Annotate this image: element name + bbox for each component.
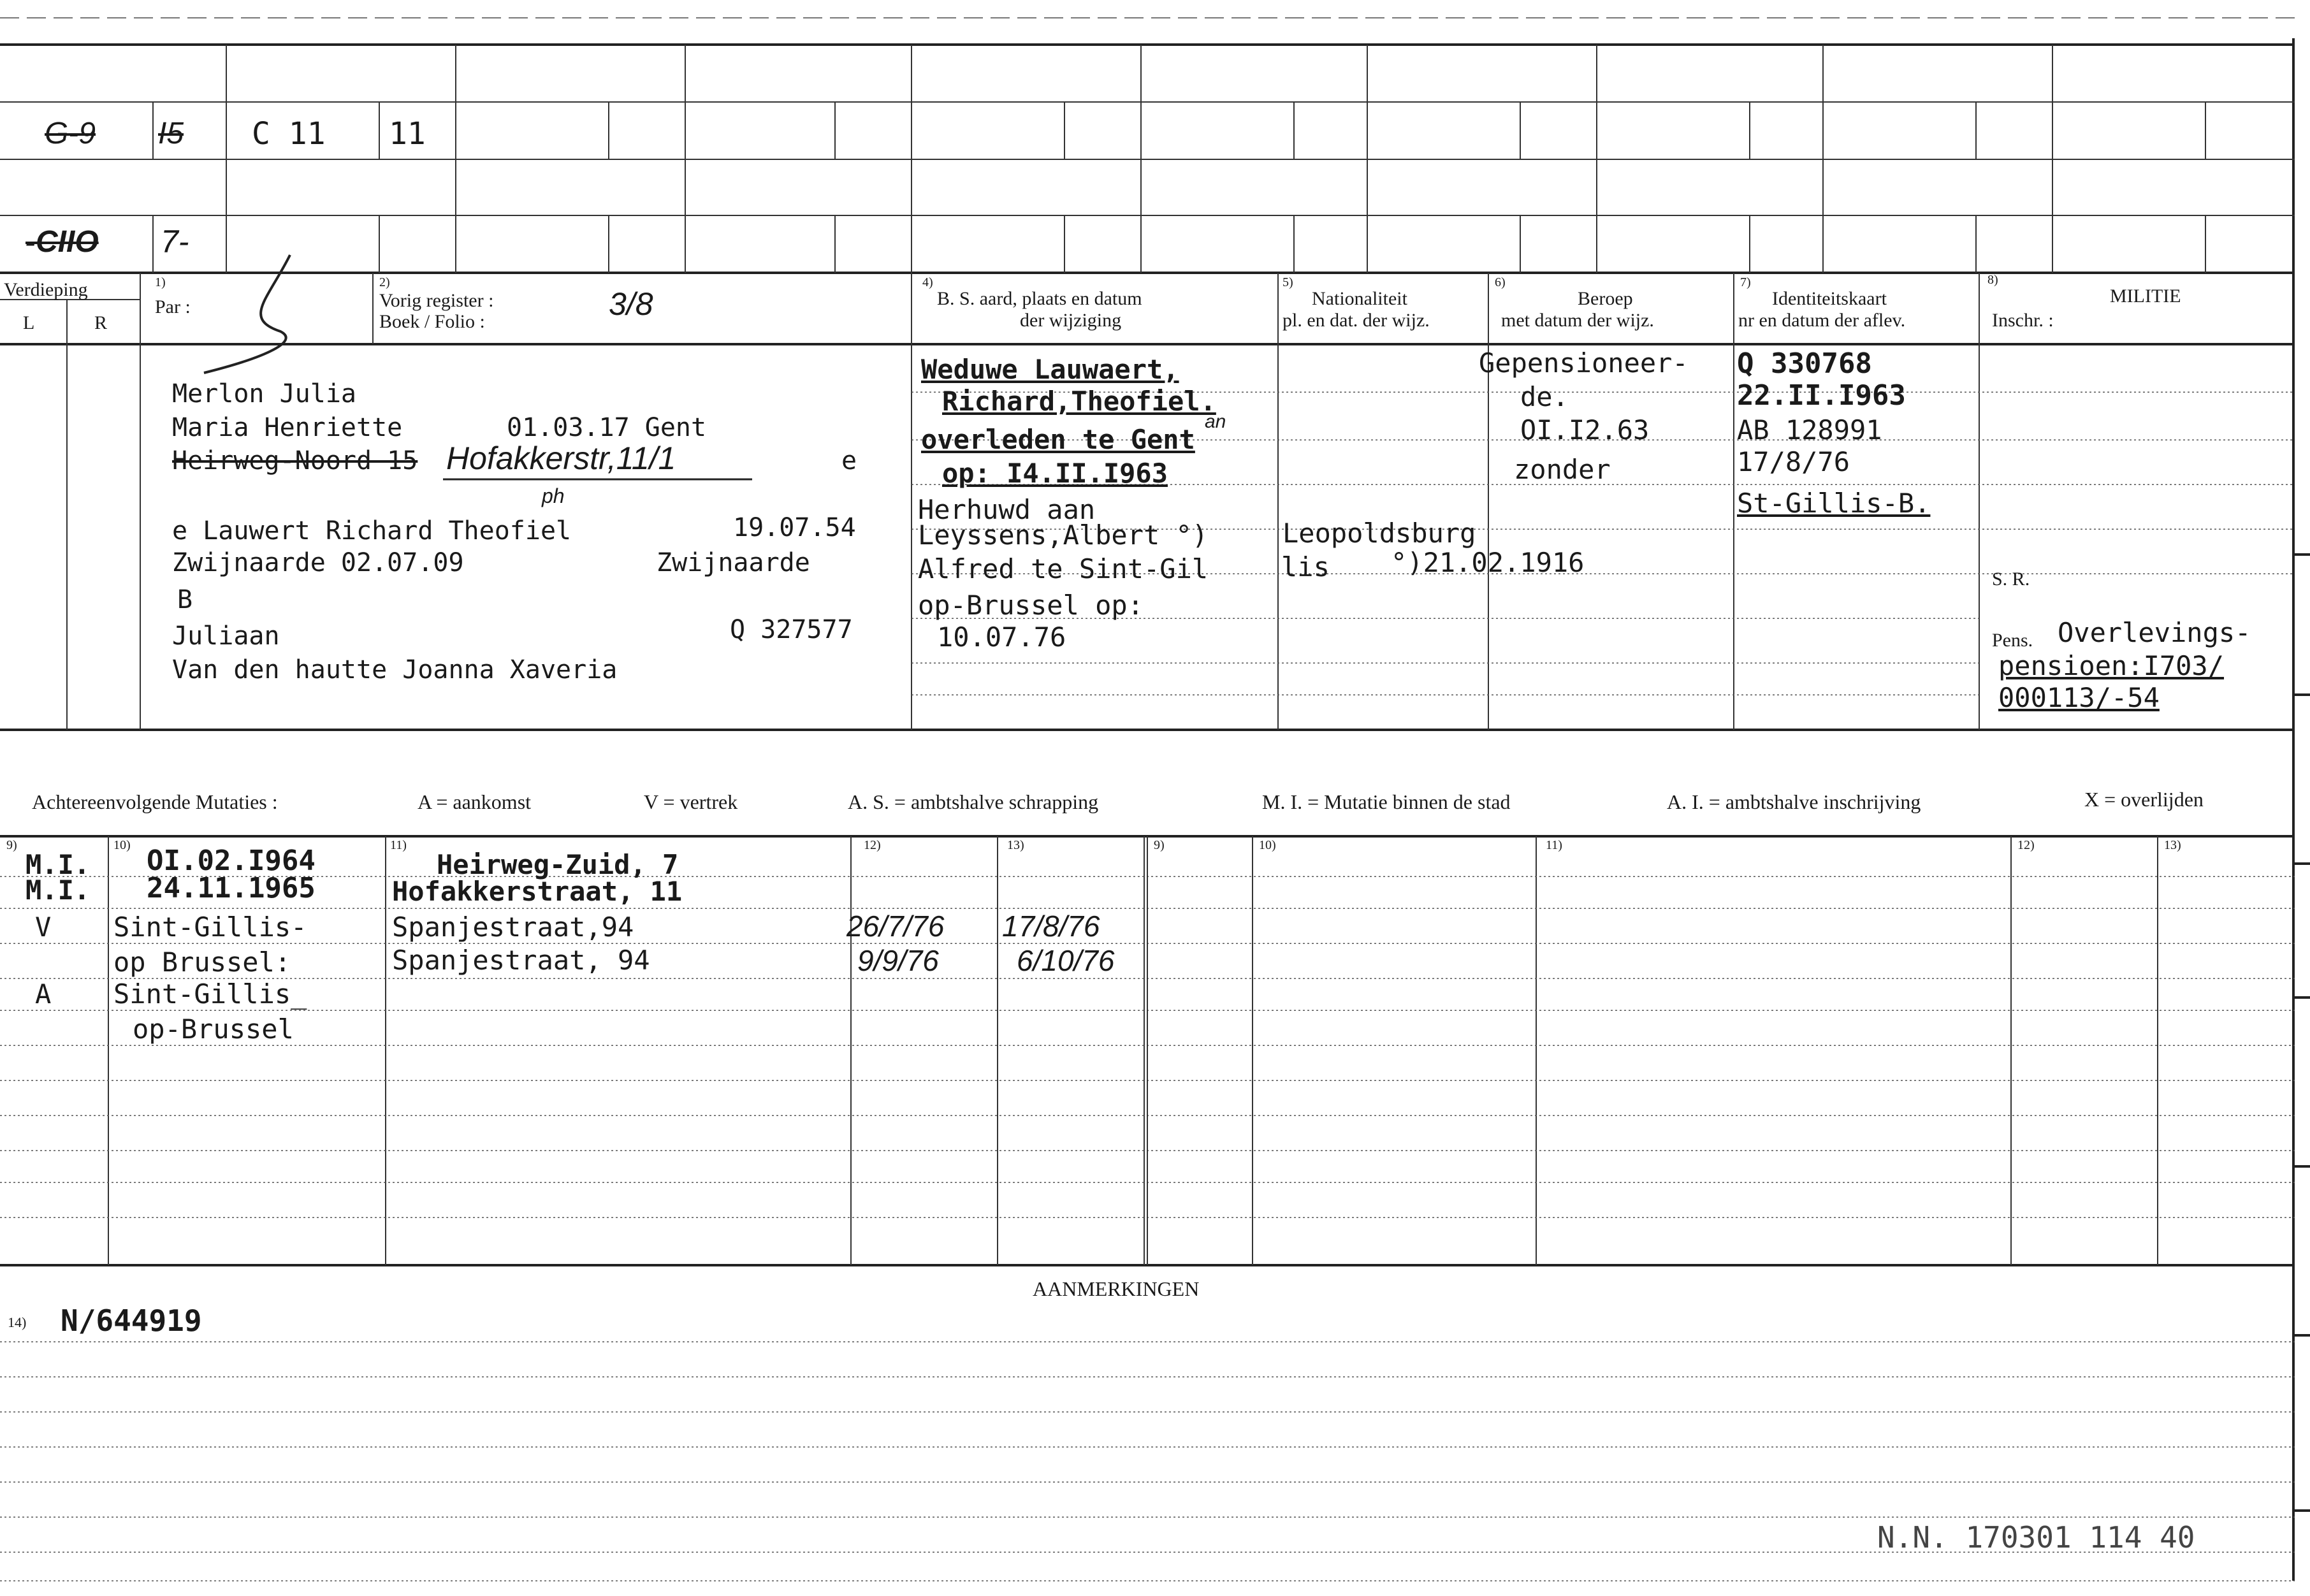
bs-line: Weduwe Lauwaert, [921,354,1179,385]
nationaliteit-header: Nationaliteit [1312,288,1407,309]
pension-line: pensioen:I703/ [1998,650,2225,681]
mutatie-type: A [35,978,52,1010]
beroep-header: Beroep [1578,288,1633,309]
sr-label: S. R. [1992,569,2030,590]
person-name-line1: Merlon Julia [172,379,356,409]
beroep-header-sub: met datum der wijz. [1501,310,1654,331]
mutatie-type: V [35,911,52,943]
field-number: 6) [1495,275,1506,289]
aanmerkingen-value: N/644919 [61,1303,202,1338]
field-number: 8) [1987,273,1998,287]
aanmerkingen-title: AANMERKINGEN [1033,1277,1200,1300]
mutatie-date: Sint-Gillis- [113,911,307,943]
old-address: Heirweg-Noord 15 [172,446,418,475]
mutatie-col-number: 12) [864,838,881,852]
beroep-line: zonder [1514,454,1611,485]
marriage-date: 19.07.54 [733,513,856,542]
field-number: 7) [1740,275,1751,289]
bs-line: Alfred te Sint-Gil [918,553,1209,584]
mutatie-date-13: 6/10/76 [1017,944,1115,977]
pension-line: Overlevings- [2058,617,2251,648]
field-number: 5) [1282,275,1293,289]
new-address: Hofakkerstr,11/1 [446,440,676,476]
mutatie-col-number: 13) [1007,838,1024,852]
bs-line: Herhuwd aan [918,494,1096,525]
spouse-birth: Zwijnaarde 02.07.09 [172,548,464,577]
top-grid-cell: C 11 [252,116,326,152]
beroep-line: Gepensioneer- [1479,347,1689,379]
legend-a: A = aankomst [418,790,532,813]
pens-label: Pens. [1992,630,2033,651]
beroep-line: de. [1520,381,1569,412]
mutatie-date: OI.02.I964 [147,845,316,877]
mutatie-type: M.I. [25,849,91,880]
juliaan: Juliaan [172,621,280,651]
mutatie-address: Heirweg-Zuid, 7 [437,849,679,880]
beroep-line: OI.I2.63 [1520,414,1650,446]
verdieping-r: R [94,312,108,333]
bs-header: B. S. aard, plaats en datum [937,288,1142,309]
mutatie-col-number: 13) [2164,838,2181,852]
mutatie-address: Spanjestraat,94 [392,911,634,943]
identiteit-line: AB 128991 [1737,414,1882,446]
legend-ai: A. I. = ambtshalve inschrijving [1667,790,1921,813]
mutatie-date-12: 9/9/76 [857,944,939,977]
mutatie-date: 24.11.1965 [147,872,316,904]
bs-line: op-Brussel op: [918,590,1144,621]
top-grid-cell: 7- [161,224,189,259]
field-number: 2) [379,275,390,289]
legend-mi: M. I. = Mutatie binnen de stad [1262,790,1511,813]
mutatie-date-12: 26/7/76 [846,910,945,943]
verdieping-l: L [23,312,35,333]
identiteit-line: Q 330768 [1737,347,1872,380]
nationaliteit-header-sub: pl. en dat. der wijz. [1282,310,1430,331]
spouse-birthplace: Zwijnaarde [657,548,810,577]
mutatie-col-number: 9) [6,838,17,852]
bs-line: op: I4.II.I963 [942,458,1168,489]
bs-line: 10.07.76 [937,621,1066,653]
field-number: 4) [922,275,933,289]
legend-title: Achtereenvolgende Mutaties : [32,790,278,813]
inschr-label: Inschr. : [1992,310,2054,331]
legend-x: X = overlijden [2084,788,2204,811]
vorig-register-label: Vorig register : [379,290,494,311]
par-label: Par : [155,296,191,317]
mutatie-address: Spanjestraat, 94 [392,945,650,976]
q-number: Q 327577 [730,615,853,644]
nationaliteit-lis: lis [1281,551,1330,583]
mutatie-type: M.I. [25,874,91,906]
mutatie-col-number: 9) [1154,838,1165,852]
identiteit-header: Identiteitskaart [1772,288,1887,309]
verdieping-label: Verdieping [4,279,88,300]
identiteit-line: 22.II.I963 [1737,379,1906,412]
mother-name: Van den hautte Joanna Xaveria [172,655,618,685]
top-grid-cell: I5 [158,117,184,150]
nationaliteit-date: °)21.02.1916 [1391,547,1585,578]
boek-folio-label: Boek / Folio : [379,311,485,332]
bs-line: Richard,Theofiel. [942,386,1216,417]
person-birth: 01.03.17 Gent [507,413,707,442]
bs-line: overleden te Gent [921,424,1195,455]
vorig-register-value: 3/8 [609,286,653,322]
identiteit-line: 17/8/76 [1737,446,1850,477]
mutatie-date: op-Brussel [133,1013,294,1045]
top-grid-cell: 11 [389,116,426,152]
pension-line: 000113/-54 [1998,682,2160,713]
mutatie-col-number: 10) [1259,838,1276,852]
national-number: N.N. 170301 114 40 [1877,1520,2195,1555]
spouse-name: e Lauwert Richard Theofiel [172,516,572,546]
nationaliteit-place: Leopoldsburg [1282,518,1476,549]
address-mark: e [841,446,857,475]
mutatie-address: Hofakkerstraat, 11 [392,876,683,907]
militie-header: MILITIE [2110,286,2181,307]
bs-line: Leyssens,Albert °) [918,519,1209,551]
mutatie-date: op Brussel: [113,947,291,978]
bs-annotation: an [1205,411,1226,432]
top-grid-cell: -CIIO [25,225,99,259]
top-grid-cell: G-9 [45,117,96,150]
person-name-line2: Maria Henriette [172,413,403,442]
mutatie-date: Sint-Gillis_ [113,978,307,1010]
mutatie-col-number: 11) [1546,838,1562,852]
mutatie-col-number: 10) [113,838,131,852]
legend-as: A. S. = ambtshalve schrapping [848,790,1099,813]
field-number: 14) [8,1314,27,1330]
legend-v: V = vertrek [644,790,738,813]
address-annotation: ph [542,484,565,507]
identiteit-header-sub: nr en datum der aflev. [1738,310,1906,331]
identiteit-line: St-Gillis-B. [1737,488,1931,519]
mutatie-date-13: 17/8/76 [1002,910,1100,943]
mutatie-col-number: 11) [390,838,407,852]
person-b: B [177,585,193,614]
field-number: 1) [155,275,166,289]
bs-header-sub: der wijziging [1020,310,1122,331]
mutatie-col-number: 12) [2017,838,2035,852]
